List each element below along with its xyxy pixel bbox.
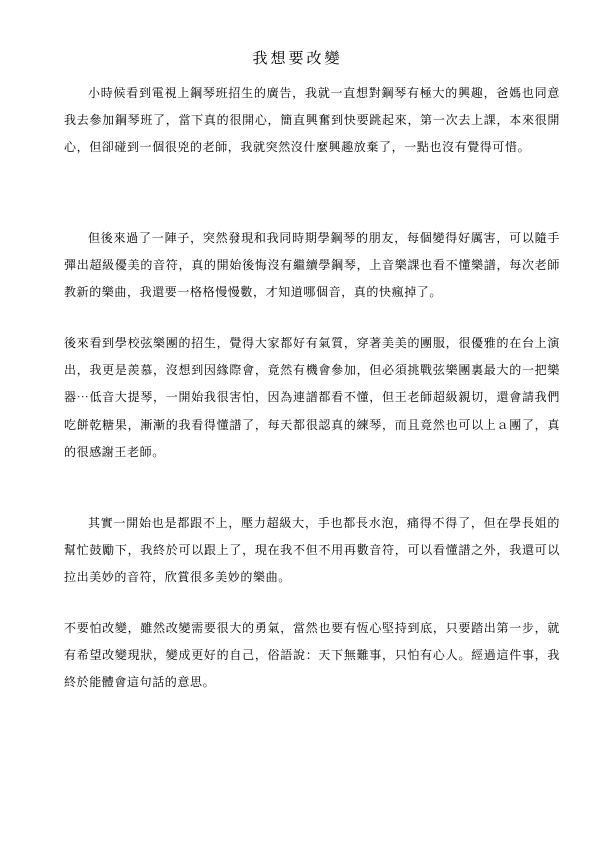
paragraph-4: 其實一開始也是都跟不上，壓力超級大，手也都長水泡，痛得不得了，但在學長姐的幫忙鼓勵下，我終於可以跟上了，現在我不但不用再數音符，可以看懂譜之外，我還可以拉出美妙的音符，欣賞很多美妙的樂曲。 <box>64 516 560 585</box>
document-title: 我想要改變 <box>252 49 343 67</box>
paragraph-2: 但後來過了一陣子，突然發現和我同時期學鋼琴的朋友，每個變得好厲害，可以隨手彈出超級優美的音符，真的開始後悔沒有繼續學鋼琴，上音樂課也看不懂樂譜，每次老師教新的樂曲，我還要一格格慢慢數，才知道哪個音，真的快瘋掉了。 <box>64 231 560 300</box>
paragraph-5: 不要怕改變，雖然改變需要很大的勇氣，當然也要有恆心堅持到底，只要踏出第一步，就有希望改變現狀，變成更好的自己，俗語說：天下無難事，只怕有心人。經過這件事，我終於能體會這句話的意思。 <box>64 621 560 690</box>
paragraph-3: 後來看到學校弦樂團的招生，覺得大家都好有氣質，穿著美美的團服，很優雅的在台上演出，我更是羨慕，沒想到因緣際會，竟然有機會參加，但必須挑戰弦樂團裏最大的一把樂器⋯低音大提琴，一開始我很害怕，因為連譜都看不懂，但王老師超級親切，還會請我們吃餅乾糖果，漸漸的我看得懂譜了，每天都很認真的練琴，而且竟然也可以上ａ團了，真的很感謝王老師。 <box>64 336 560 459</box>
paragraph-1: 小時候看到電視上鋼琴班招生的廣告，我就一直想對鋼琴有極大的興趣，爸媽也同意我去參加鋼琴班了，當下真的很開心，簡直興奮到快要跳起來，第一次去上課，本來很開心，但卻碰到一個很兇的老師，我就突然沒什麼興趣放棄了，一點也沒有覺得可惜。 <box>64 86 560 155</box>
